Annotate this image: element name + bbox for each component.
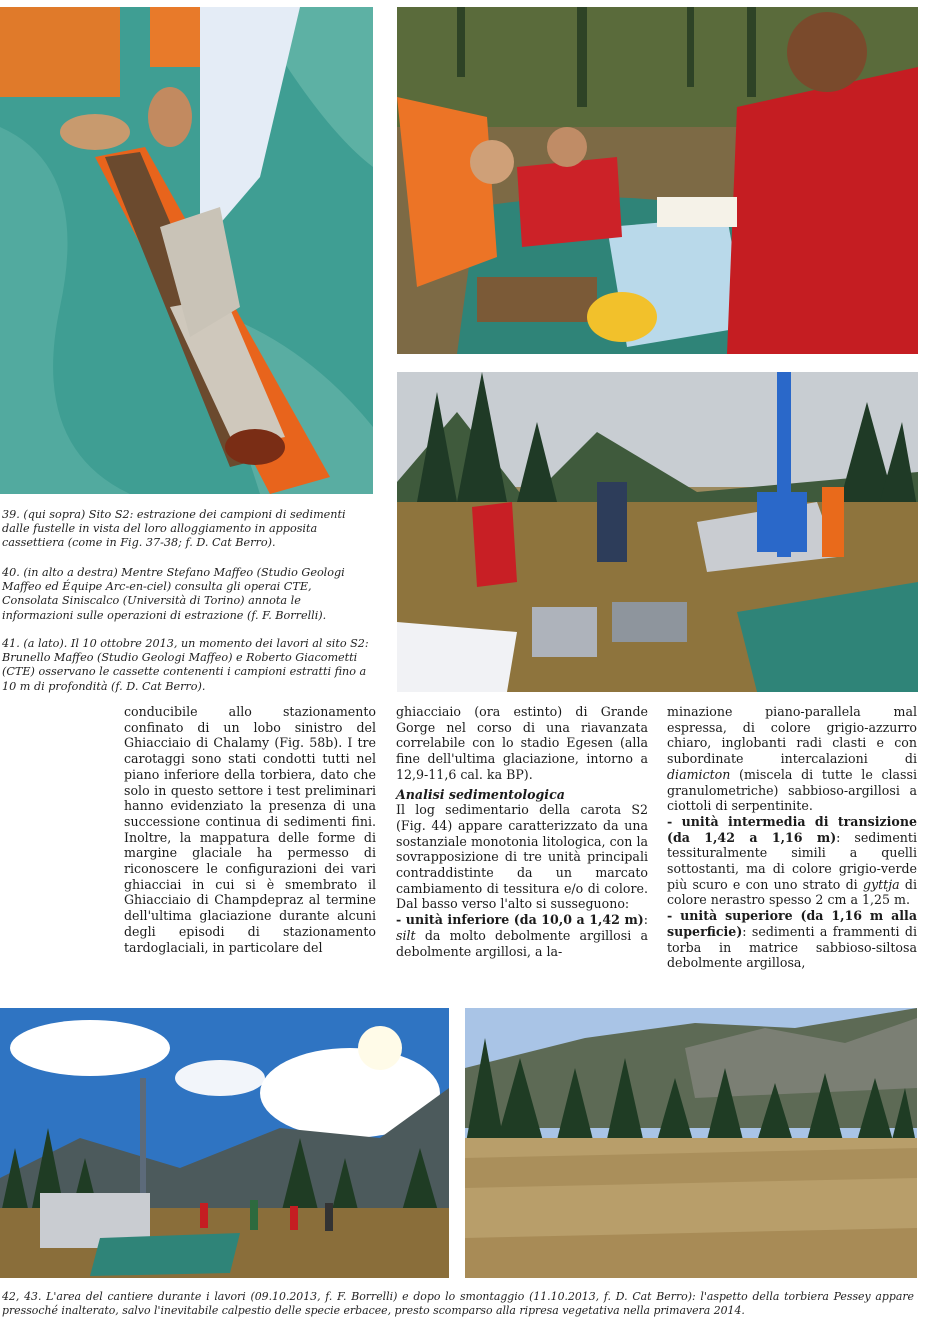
body-paragraph [396,802,648,959]
unit-label: - unità inferiore (da 10,0 a 1,42 m) [396,912,644,928]
term-text: silt [396,927,416,943]
body-column-3 [667,704,917,994]
body-text: (miscela di tutte le classi granulometriche) sabbioso-argillosi a ciottoli di serpentinite. [667,766,917,814]
photo-sample-logging [397,7,918,354]
body-text: di colore nerastro spesso 2 cm a 1,25 m. [667,876,917,908]
body-text: minazione piano-parallela mal espressa, di colore grigio-azzurro chiaro, inglobanti radi clasti e con subordinate intercalazioni di [667,704,917,767]
body-text: : sedimenti a frammenti di torba in matrice sabbioso-siltosa debolmente argillosa, [667,923,917,971]
separator-text: : [643,912,648,928]
unit-label: - unità intermedia di transizione (da 1,42 a 1,16 m) [667,813,917,845]
body-paragraph: ghiacciaio (ora estinto) di Grande Gorge nel corso di una riavanzata correlabile con lo stadio Egesen (alla fine dell'ultima glaciazione, intorno a 12,9-11,6 cal. ka BP). [396,704,648,782]
caption-figures-42-43: 42, 43. L'area del cantiere durante i lavori (09.10.2013, f. F. Borrelli) e dopo lo smontaggio (11.10.2013, f. D. Cat Berro): l'aspetto della torbiera Pessey appare pressoché inalterato, salvo l'inevitabile calpestio delle specie erbacee, presto scomparso alla ripresa vegetativa nella primavera 2014. [2,1290,914,1317]
photo-core-extraction [0,7,373,494]
section-heading: Analisi sedimentologica [396,786,565,802]
body-text: da molto debolmente argillosi a debolmente argillosi, a la- [396,927,648,959]
unit-label: - unità superiore (da 1,16 m alla superficie) [667,908,917,939]
photo-drilling-site [397,372,918,692]
caption-figure-39: 39. (qui sopra) Sito S2: estrazione dei campioni di sedimenti dalle fustelle in vista del loro alloggiamento in apposita cassettiera (come in Fig. 37-38; f. D. Cat Berro). [2,508,346,550]
caption-figure-40: 40. (in alto a destra) Mentre Stefano Maffeo (Studio Geologi Maffeo ed Équipe Arc-en-ciel) consulta gli operai CTE, Consolata Siniscalco (Università di Torino) annota le informazioni sulle operazioni di estrazione (f. F. Borrelli). [2,566,345,622]
photo-worksite-after [465,1008,917,1278]
body-text: Il log sedimentario della carota S2 (Fig. 44) appare caratterizzato da una sostanziale monotonia litologica, con la sovrapposizione di tre unità principali contraddistinte da un marcato cambiamento di tessitura e/o di colore. Dal basso verso l'alto si susseguono: [396,802,648,912]
body-paragraph: conducibile allo stazionamento confinato di un lobo sinistro del Ghiacciaio di Chalamy (Fig. 58b). I tre carotaggi sono stati condotti tutti nel piano inferiore della torbiera, dato che solo in questo settore i test preliminari hanno evidenziato la presenza di una successione continua di sedimenti fini. Inoltre, la mappatura delle forme di margine glaciale ha permesso di riconoscere le configurazioni dei vari ghiacciai in cui si è smembrato il Ghiacciaio di Champdepraz al termine dell'ultima glaciazione durante alcuni degli episodi di stazionamento tardoglaciali, in particolare del [124,704,376,955]
photo-worksite-during [0,1008,449,1278]
term-text: diamicton [667,766,731,782]
caption-figure-41: 41. (a lato). Il 10 ottobre 2013, un momento dei lavori al sito S2: Brunello Maffeo (Studio Geologi Maffeo) e Roberto Giacometti (CTE) osservano le cassette contenenti i campioni estratti fino a 10 m di profondità (f. D. Cat Berro). [2,637,369,693]
body-column-2 [396,704,648,994]
body-column-1 [124,704,376,994]
term-text: gyttja [862,876,900,892]
body-text: : sedimenti tessituralmente simili a quelli sottostanti, ma di colore grigio-verde più scuro e con uno strato di [667,829,917,892]
body-paragraph [667,704,917,971]
